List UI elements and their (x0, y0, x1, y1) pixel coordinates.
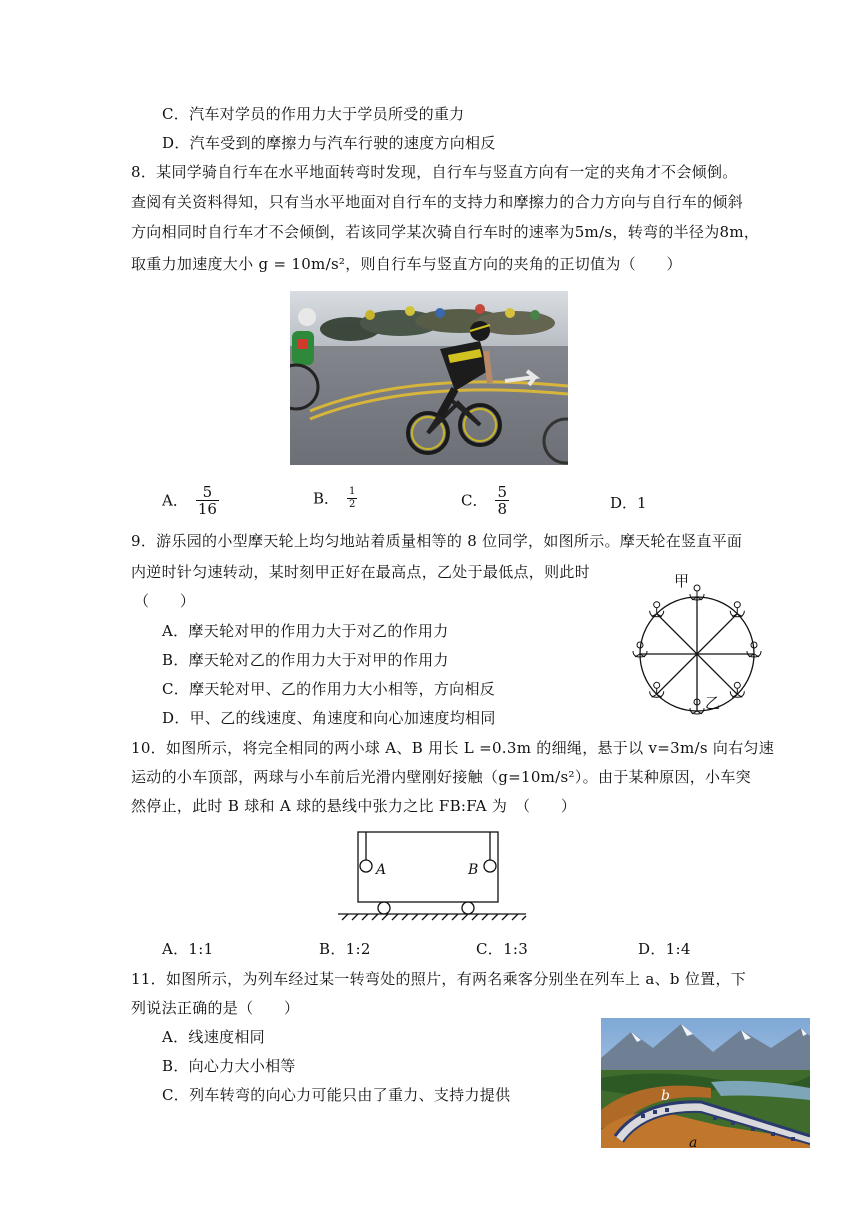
q10-stem-line-2: 运动的小车顶部，两球与小车前后光滑内壁刚好接触（g=10m/s²）。由于某种原因，小车突 (131, 768, 751, 786)
q10-stem-line-1: 10．如图所示，将完全相同的两小球 A、B 用长 L =0.3m 的细绳，悬于以 v=3m/s 向右匀速 (131, 739, 775, 757)
ferris-wheel-label-jia: 甲 (674, 572, 690, 590)
q11-option-b: B．向心力大小相等 (162, 1057, 296, 1075)
q10-option-a: A．1:1 (162, 940, 214, 958)
q8-option-b (313, 486, 357, 511)
q11-stem-line-1: 11．如图所示，为列车经过某一转弯处的照片，有两名乘客分别坐在列车上 a、b 位置，下 (131, 970, 747, 988)
q9-option-c: C．摩天轮对甲、乙的作用力大小相等，方向相反 (162, 680, 496, 698)
q8-option-a-label: A． (162, 491, 188, 510)
q7-option-c: C．汽车对学员的作用力大于学员所受的重力 (162, 105, 465, 123)
q8-option-a-denominator: 16 (197, 500, 217, 518)
q8-stem-line-3: 方向相同时自行车才不会倾倒，若该同学某次骑自行车时的速率为5m/s，转弯的半径为8m， (131, 223, 760, 241)
q9-option-a: A．摩天轮对甲的作用力大于对乙的作用力 (162, 622, 449, 640)
train-photo-art (601, 1018, 810, 1148)
q10-option-d: D．1:4 (638, 940, 691, 958)
q8-option-a-fraction (196, 484, 219, 517)
q9-option-b: B．摩天轮对乙的作用力大于对甲的作用力 (162, 651, 449, 669)
cart-label-b: B (468, 862, 479, 878)
q8-option-b-label: B． (313, 489, 340, 508)
q9-stem-line-3: （ ） (134, 592, 196, 610)
cyclist-photo (290, 291, 568, 465)
q7-option-d: D．汽车受到的摩擦力与汽车行驶的速度方向相反 (162, 134, 496, 152)
q10-option-b: B．1:2 (319, 940, 371, 958)
q11-option-a: A．线速度相同 (162, 1028, 265, 1046)
q8-stem-line-2: 查阅有关资料得知，只有当水平地面对自行车的支持力和摩擦力的合力方向与自行车的倾斜 (131, 193, 744, 211)
q11-stem-line-2: 列说法正确的是（ ） (131, 999, 300, 1017)
q8-option-a (162, 484, 219, 517)
ferris-wheel-label-yi: 乙 (705, 694, 721, 712)
q8-option-c-denominator: 8 (497, 500, 508, 518)
q8-option-b-denominator: 2 (349, 499, 356, 510)
q11-option-c: C．列车转弯的向心力可能只由了重力、支持力提供 (162, 1086, 511, 1104)
cart-label-a: A (376, 862, 387, 878)
train-photo (601, 1018, 810, 1148)
q8-stem-line-4: 取重力加速度大小 g = 10m/s²，则自行车与竖直方向的夹角的正切值为（ ） (131, 255, 682, 273)
q8-option-b-fraction (347, 486, 357, 511)
train-label-a: a (689, 1135, 698, 1148)
q8-option-c-fraction (495, 484, 509, 517)
q9-stem-line-1: 9．游乐园的小型摩天轮上均匀地站着质量相等的 8 位同学，如图所示。摩天轮在竖直平面 (131, 532, 743, 550)
cyclist-photo-art (290, 291, 568, 465)
q8-option-c-label: C． (461, 491, 488, 510)
q10-option-c: C．1:3 (476, 940, 529, 958)
q8-options (0, 484, 860, 524)
cart-diagram (334, 828, 530, 926)
q8-option-d: D．1 (610, 494, 647, 512)
q10-stem-line-3: 然停止，此时 B 球和 A 球的悬线中张力之比 FB:FA 为 （ ） (131, 797, 577, 815)
train-label-b: b (661, 1088, 670, 1104)
q8-stem-line-1: 8．某同学骑自行车在水平地面转弯时发现，自行车与竖直方向有一定的夹角才不会倾倒。 (131, 163, 738, 181)
ferris-wheel-diagram (612, 566, 782, 726)
q8-option-c (461, 484, 509, 517)
q8-option-a-numerator: 5 (196, 484, 219, 501)
q8-option-c-numerator: 5 (497, 483, 508, 501)
q9-option-d: D．甲、乙的线速度、角速度和向心加速度均相同 (162, 709, 496, 727)
q9-stem-line-2: 内逆时针匀速转动，某时刻甲正好在最高点，乙处于最低点，则此时 (131, 563, 591, 581)
q8-option-b-numerator: 1 (349, 486, 356, 497)
